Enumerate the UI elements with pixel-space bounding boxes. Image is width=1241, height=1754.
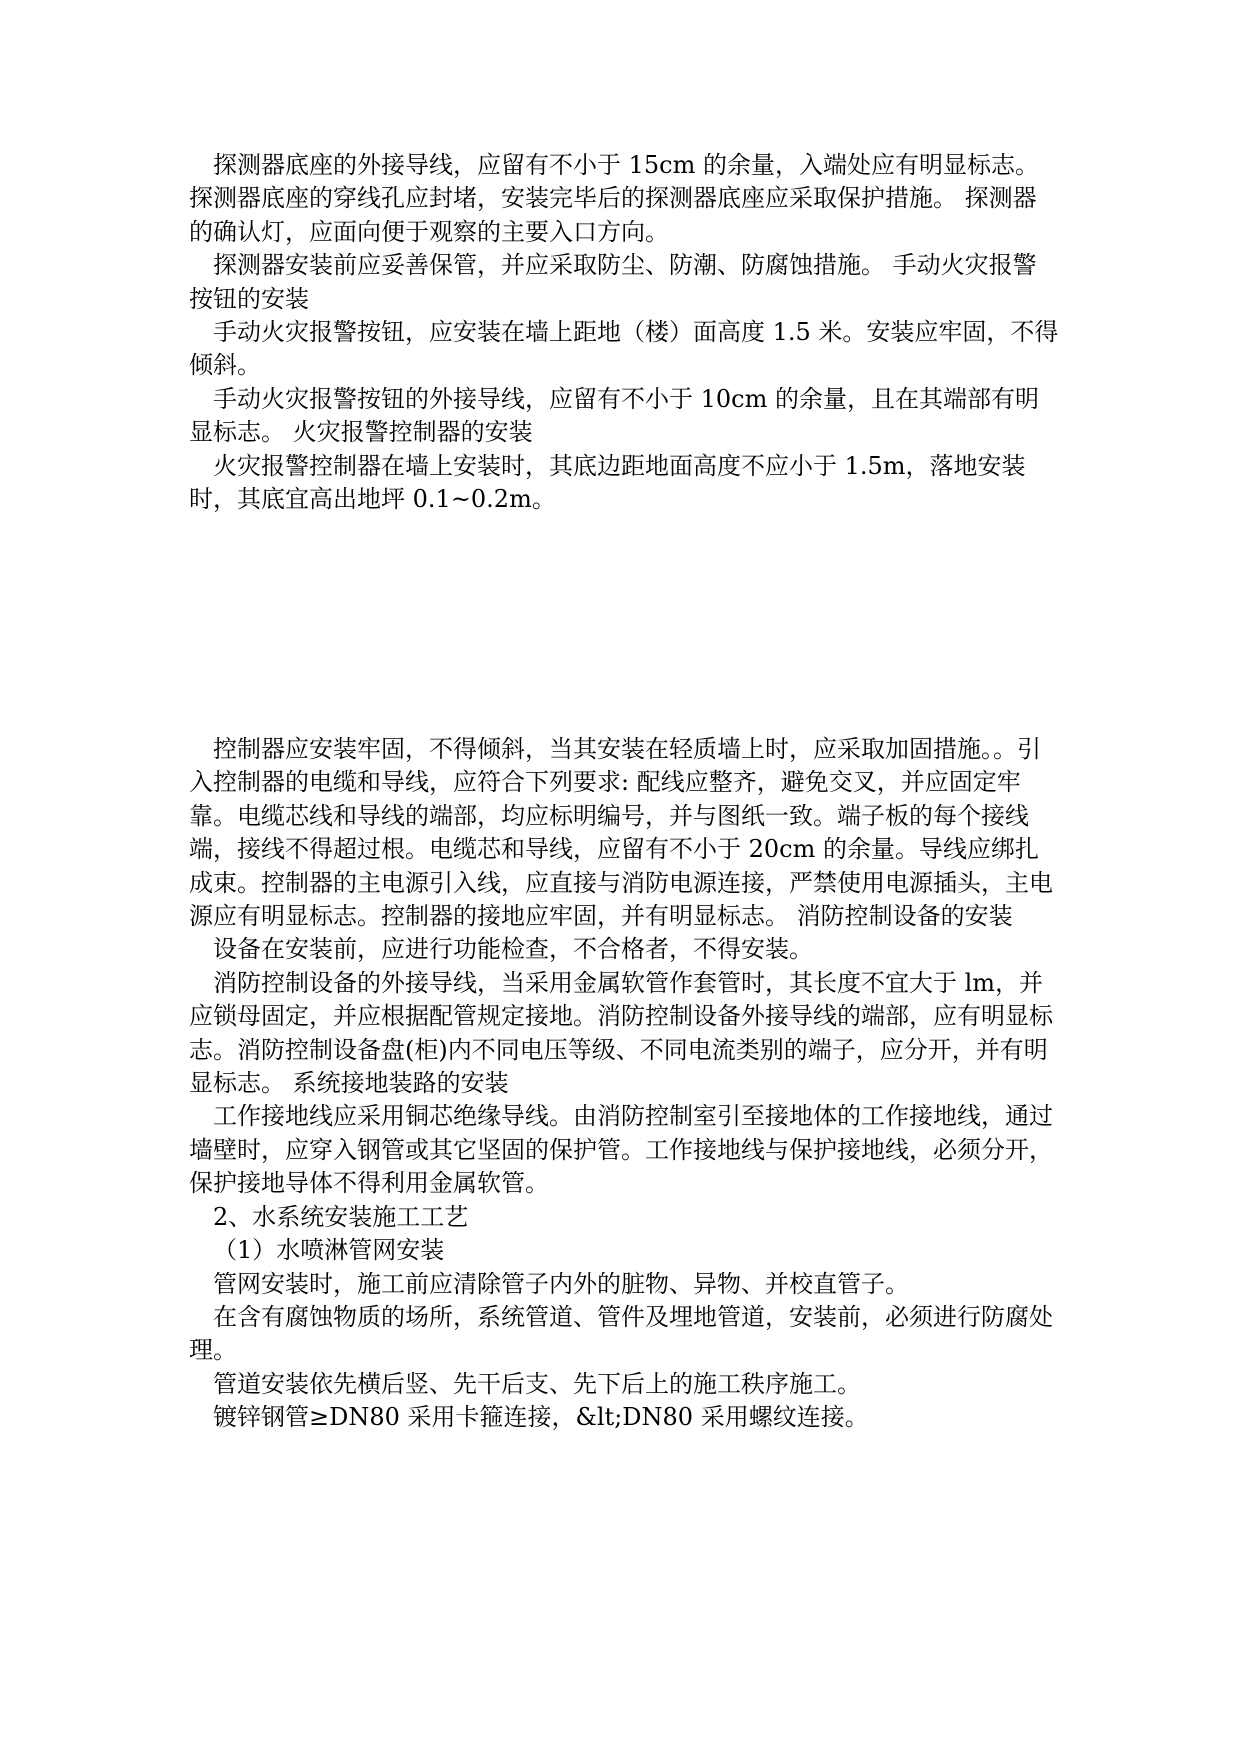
paragraph: 管网安装时，施工前应清除管子内外的脏物、异物、并校直管子。: [213, 1269, 909, 1298]
text-block-upper: [189, 149, 1059, 516]
paragraph: 火灾报警控制器在墙上安装时，其底边距地面高度不应小于 1.5m，落地安装时，其底宜高出地坪 0.1~0.2m。: [189, 451, 1026, 514]
section-heading: 2、水系统安装施工工艺: [213, 1202, 469, 1231]
paragraph: 探测器安装前应妥善保管，并应采取防尘、防潮、防腐蚀措施。 手动火灾报警按钮的安装: [189, 251, 1037, 313]
text-block-lower: [189, 733, 1059, 1435]
subsection-heading: （1）水喷淋管网安装: [213, 1236, 445, 1265]
paragraph: 镀锌钢管≥DN80 采用卡箍连接，&lt;DN80 采用螺纹连接。: [213, 1403, 869, 1432]
paragraph: 消防控制设备的外接导线，当采用金属软管作套管时，其长度不宜大于 lm，并应锁母固定，并应根据配管规定接地。消防控制设备外接导线的端部，应有明显标志。消防控制设备盘(柜)内不同电压等级、不同电流类别的端子，应分开，并有明显标志。 系统接地装路的安装: [189, 968, 1053, 1098]
paragraph: 手动火灾报警按钮的外接导线，应留有不小于 10cm 的余量，且在其端部有明显标志。 火灾报警控制器的安装: [189, 384, 1039, 447]
paragraph: 手动火灾报警按钮，应安装在墙上距地（楼）面高度 1.5 米。安装应牢固，不得倾斜。: [189, 318, 1059, 380]
paragraph: 在含有腐蚀物质的场所，系统管道、管件及埋地管道，安装前，必须进行防腐处理。: [189, 1302, 1053, 1365]
paragraph: 控制器应安装牢固，不得倾斜，当其安装在轻质墙上时，应采取加固措施。。引入控制器的电缆和导线，应符合下列要求: 配线应整齐，避免交叉，并应固定牢靠。电缆芯线和导线的端部，均应标明编号，并与图纸一致。端子板的每个接线端，接线不得超过根。电缆芯和导线，应留有不小于 20cm 的余量。导线应绑扎成束。控制器的主电源引入线，应直接与消防电源连接，严禁使用电源插头，主电源应有明显标志。控制器的接地应牢固，并有明显标志。 消防控制设备的安装: [189, 735, 1053, 931]
paragraph: 设备在安装前，应进行功能检查，不合格者，不得安装。: [213, 935, 813, 964]
paragraph: 探测器底座的外接导线，应留有不小于 15cm 的余量，入端处应有明显标志。探测器底座的穿线孔应封堵，安装完毕后的探测器底座应采取保护措施。 探测器的确认灯，应面向便于观察的主要入口方向。: [189, 151, 1039, 246]
paragraph: 工作接地线应采用铜芯绝缘导线。由消防控制室引至接地体的工作接地线，通过墙壁时，应穿入钢管或其它坚固的保护管。工作接地线与保护接地线，必须分开，保护接地导体不得利用金属软管。: [189, 1102, 1053, 1198]
paragraph: 管道安装依先横后竖、先干后支、先下后上的施工秩序施工。: [213, 1369, 861, 1398]
